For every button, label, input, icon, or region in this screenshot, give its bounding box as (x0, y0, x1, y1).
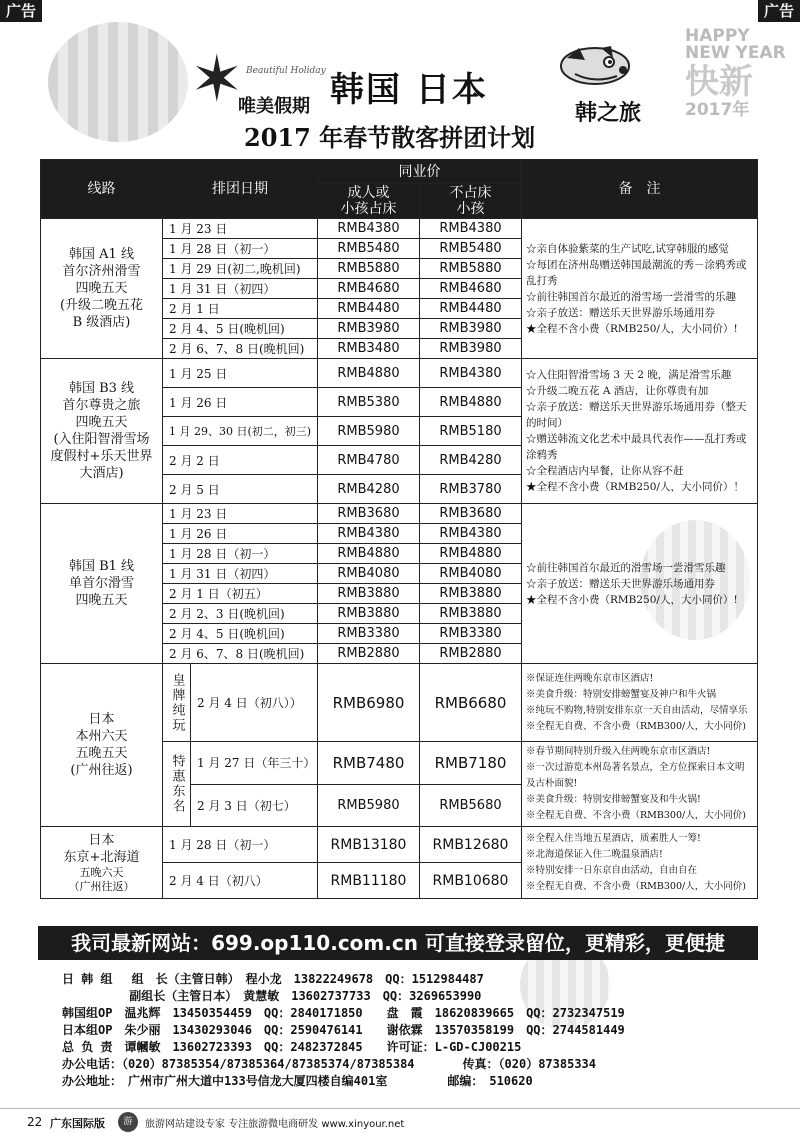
note-line: ☆前往韩国首尔最近的滑雪场一尝滑雪的乐趣 (526, 290, 736, 303)
header-peer-price: 同业价 (318, 160, 522, 184)
contact-line: 办公地址： 广州市广州大道中133号信龙大厦四楼自编401室 邮编： 510620 (62, 1074, 533, 1088)
date-cell: 2 月 4 日（初八）） (191, 664, 318, 742)
route-hokkaido-detail: 五晚六天 （广州往返） (68, 865, 135, 893)
note-line: ☆前往韩国首尔最近的滑雪场一尝滑雪乐趣 (526, 561, 726, 574)
price-child: RMB3980 (420, 339, 522, 359)
note-line: ※美食升级：特别安排螃蟹宴及神户和牛火锅 (526, 688, 717, 700)
happy-line1: HAPPY (685, 26, 750, 46)
note-line: ※全程入住当地五星酒店，质素胜人一筹! (526, 832, 701, 844)
price-adult: RMB5980 (318, 784, 420, 827)
price-child: RMB4880 (420, 544, 522, 564)
happy-year: 2017年 (685, 100, 750, 120)
price-child: RMB6680 (420, 664, 522, 742)
date-cell: 2 月 4、5 日(晚机回) (163, 624, 318, 644)
price-adult: RMB11180 (318, 863, 420, 899)
note-line: ☆亲子放送：赠送乐天世界游乐场通用券 (526, 306, 715, 319)
agency-name: 韩之旅 (575, 101, 642, 126)
contact-line: 副组长（主管日本） 黄慧敏 13602737733 QQ：3269653990 (62, 989, 482, 1003)
seal-icon: 游 (118, 1112, 138, 1132)
price-adult: RMB5380 (318, 388, 420, 417)
date-cell: 2 月 6、7、8 日(晚机回) (163, 339, 318, 359)
price-adult: RMB4880 (318, 544, 420, 564)
note-line: ☆亲自体验紫菜的生产试吃,试穿韩服的感觉 (526, 242, 729, 255)
notes-japan-special (522, 742, 758, 827)
website-banner: 我司最新网站：699.op110.com.cn 可直接登录留位，更精彩，更便捷 (38, 926, 758, 960)
date-cell: 1 月 23 日 (163, 504, 318, 524)
route-japan-honshu: 日本 本州六天 五晚五天 (广州往返) (41, 664, 163, 827)
price-child: RMB3880 (420, 584, 522, 604)
lantern-decoration (48, 22, 188, 142)
price-adult: RMB4280 (318, 475, 420, 504)
note-line: ☆赠送韩流文化艺术中最具代表作——乱打秀或涂鸦秀 (526, 433, 747, 461)
price-adult: RMB3880 (318, 584, 420, 604)
price-adult: RMB4780 (318, 446, 420, 475)
price-adult: RMB3680 (318, 504, 420, 524)
main-title: 韩国 日本 (330, 70, 488, 110)
notes-b3 (522, 359, 758, 504)
package-royal: 皇牌纯玩 (163, 664, 191, 742)
ad-tag-right: 广告 (758, 0, 800, 22)
price-adult: RMB2880 (318, 644, 420, 664)
date-cell: 1 月 29 日(初二,晚机回) (163, 259, 318, 279)
price-adult: RMB4480 (318, 299, 420, 319)
price-child: RMB4380 (420, 219, 522, 239)
price-adult: RMB4680 (318, 279, 420, 299)
header-child: 不占床 小孩 (420, 184, 522, 219)
date-cell: 1 月 28 日（初一） (163, 239, 318, 259)
price-child: RMB5480 (420, 239, 522, 259)
notes-b1 (522, 504, 758, 664)
holiday-script: Beautiful Holiday (246, 66, 326, 76)
date-cell: 2 月 5 日 (163, 475, 318, 504)
price-child: RMB5180 (420, 417, 522, 446)
route-a1: 韩国 A1 线 首尔济州滑雪 四晚五天 (升级二晚五花 B 级酒店) (41, 219, 163, 359)
contact-line: 韩国组OP 温兆辉 13450354459 QQ：2840171850 盘 霞 18620839665 QQ：2732347519 (62, 1006, 625, 1020)
note-line: ※一次过游览本州岛著名景点，全方位探索日本文明及古朴面貌! (526, 762, 745, 789)
note-line: ※保证连住两晚东京市区酒店! (526, 672, 654, 684)
note-line: ★全程不含小费（RMB250/人，大小同价）! (526, 322, 738, 335)
note-line: ※全程无自费、不含小费（RMB300/人，大小同价) (526, 880, 746, 892)
price-child: RMB4480 (420, 299, 522, 319)
date-cell: 2 月 1 日 (163, 299, 318, 319)
date-cell: 1 月 28 日（初一） (163, 827, 318, 863)
date-cell: 1 月 31 日（初四） (163, 564, 318, 584)
price-child: RMB3780 (420, 475, 522, 504)
contact-line: 日 韩 组 组 长（主管日韩） 程小龙 13822249678 QQ：1512984487 (62, 972, 484, 986)
price-child: RMB4380 (420, 524, 522, 544)
happy-new-year-art (685, 28, 795, 119)
happy-line2: NEW YEAR (685, 43, 786, 63)
price-adult: RMB4380 (318, 219, 420, 239)
price-child: RMB4380 (420, 359, 522, 388)
note-line: ※美食升级：特别安排螃蟹宴及和牛火锅! (526, 794, 701, 805)
header-date: 排团日期 (163, 160, 318, 219)
date-cell: 1 月 25 日 (163, 359, 318, 388)
price-child: RMB7180 (420, 742, 522, 785)
note-line: ☆升级二晚五花 A 酒店，让你尊贵有加 (526, 385, 709, 397)
date-cell: 2 月 4、5 日(晚机回) (163, 319, 318, 339)
price-child: RMB12680 (420, 827, 522, 863)
note-line: ☆全程酒店内早餐，让你从容不赶 (526, 465, 684, 477)
date-cell: 1 月 26 日 (163, 524, 318, 544)
note-line: ★全程不含小费（RMB250/人，大小同价）! (526, 593, 738, 606)
date-cell: 2 月 6、7、8 日(晚机回) (163, 644, 318, 664)
header-route: 线路 (41, 160, 163, 219)
date-cell: 1 月 29、30 日(初二，初三) (163, 417, 318, 446)
note-line: ※春节期间特别升级入住两晚东京市区酒店! (526, 746, 711, 757)
happy-big: 快新 (685, 62, 753, 102)
price-child: RMB4280 (420, 446, 522, 475)
price-adult: RMB5480 (318, 239, 420, 259)
header-adult: 成人或 小孩占床 (318, 184, 420, 219)
route-hokkaido-title: 日本 东京+北海道 (63, 832, 140, 865)
date-cell: 2 月 2、3 日(晚机回) (163, 604, 318, 624)
contact-line: 总 负 责 谭幗敏 13602723393 QQ：2482372845 许可证：L-GD-CJ00215 (62, 1040, 522, 1054)
price-adult: RMB7480 (318, 742, 420, 785)
price-adult: RMB5980 (318, 417, 420, 446)
price-adult: RMB4380 (318, 524, 420, 544)
note-line: ☆入住阳智滑雪场 3 天 2 晚，满足滑雪乐趣 (526, 369, 732, 381)
price-adult: RMB4080 (318, 564, 420, 584)
note-line: ※全程无自费、不含小费（RMB300/人，大小同价) (526, 810, 746, 821)
note-line: ※特别安排一日东京自由活动，自由自在 (526, 864, 698, 876)
edition-name: 广东国际版 (50, 1117, 105, 1130)
price-adult: RMB5880 (318, 259, 420, 279)
note-line: ※纯玩不购物,特别安排东京一天自由活动，尽情享乐 (526, 704, 748, 716)
notes-a1 (522, 219, 758, 359)
price-adult: RMB3980 (318, 319, 420, 339)
note-line: ☆亲子放送：赠送乐天世界游乐场通用券（整天的时间） (526, 401, 747, 429)
price-adult: RMB3480 (318, 339, 420, 359)
price-child: RMB4680 (420, 279, 522, 299)
notes-japan-royal (522, 664, 758, 742)
price-child: RMB3880 (420, 604, 522, 624)
price-child: RMB5680 (420, 784, 522, 827)
note-line: ※北海道保证入住二晚温泉酒店! (526, 848, 663, 860)
price-child: RMB3980 (420, 319, 522, 339)
notes-japan-hokkaido (522, 827, 758, 899)
date-cell: 2 月 1 日（初五） (163, 584, 318, 604)
date-cell: 1 月 23 日 (163, 219, 318, 239)
note-line: ※全程无自费、不含小费（RMB300/人，大小同价) (526, 720, 746, 732)
date-cell: 2 月 4 日（初八） (163, 863, 318, 899)
sub-title: 2017 年春节散客拼团计划 (244, 123, 536, 152)
star-logo-icon: ✶ (190, 43, 244, 117)
page-footer (0, 1108, 800, 1134)
brand-small-logo: 唯美假期 (238, 96, 310, 117)
route-b1: 韩国 B1 线 单首尔滑雪 四晚五天 (41, 504, 163, 664)
price-child: RMB10680 (420, 863, 522, 899)
header-notes: 备 注 (522, 160, 758, 219)
price-child: RMB4880 (420, 388, 522, 417)
price-adult: RMB3880 (318, 604, 420, 624)
route-b3: 韩国 B3 线 首尔尊贵之旅 四晚五天 (入住阳智滑雪场 度假村+乐天世界 大酒店) (41, 359, 163, 504)
date-cell: 1 月 27 日（年三十） (191, 742, 318, 785)
page-number: 22 (27, 1115, 43, 1129)
footer-slogan: 旅游网站建设专家 专注旅游微电商研发 www.xinyour.net (145, 1119, 405, 1130)
package-special: 特惠东名 (163, 742, 191, 827)
date-cell: 1 月 26 日 (163, 388, 318, 417)
date-cell: 2 月 2 日 (163, 446, 318, 475)
date-cell: 1 月 28 日（初一） (163, 544, 318, 564)
contact-line: 办公电话：（020）87385354/87385364/87385374/87385384 传真：（020）87385334 (62, 1057, 597, 1071)
route-japan-hokkaido (41, 827, 163, 899)
tiger-mascot-icon (555, 40, 635, 90)
price-child: RMB3680 (420, 504, 522, 524)
price-adult: RMB13180 (318, 827, 420, 863)
price-adult: RMB4880 (318, 359, 420, 388)
price-adult: RMB6980 (318, 664, 420, 742)
price-child: RMB4080 (420, 564, 522, 584)
price-child: RMB5880 (420, 259, 522, 279)
price-child: RMB2880 (420, 644, 522, 664)
date-cell: 2 月 3 日（初七） (191, 784, 318, 827)
note-line: ☆亲子放送：赠送乐天世界游乐场通用券 (526, 577, 715, 590)
schedule-table (40, 159, 758, 899)
contact-line: 日本组OP 朱少丽 13430293046 QQ：2590476141 谢依霖 13570358199 QQ：2744581449 (62, 1023, 625, 1037)
note-line: ★全程不含小费（RMB250/人，大小同价）！ (526, 481, 744, 493)
price-adult: RMB3380 (318, 624, 420, 644)
ad-tag-left: 广告 (0, 0, 42, 22)
note-line: ☆每团在济州岛赠送韩国最潮流的秀－涂鸦秀或乱打秀 (526, 258, 747, 287)
date-cell: 1 月 31 日（初四） (163, 279, 318, 299)
price-child: RMB3380 (420, 624, 522, 644)
